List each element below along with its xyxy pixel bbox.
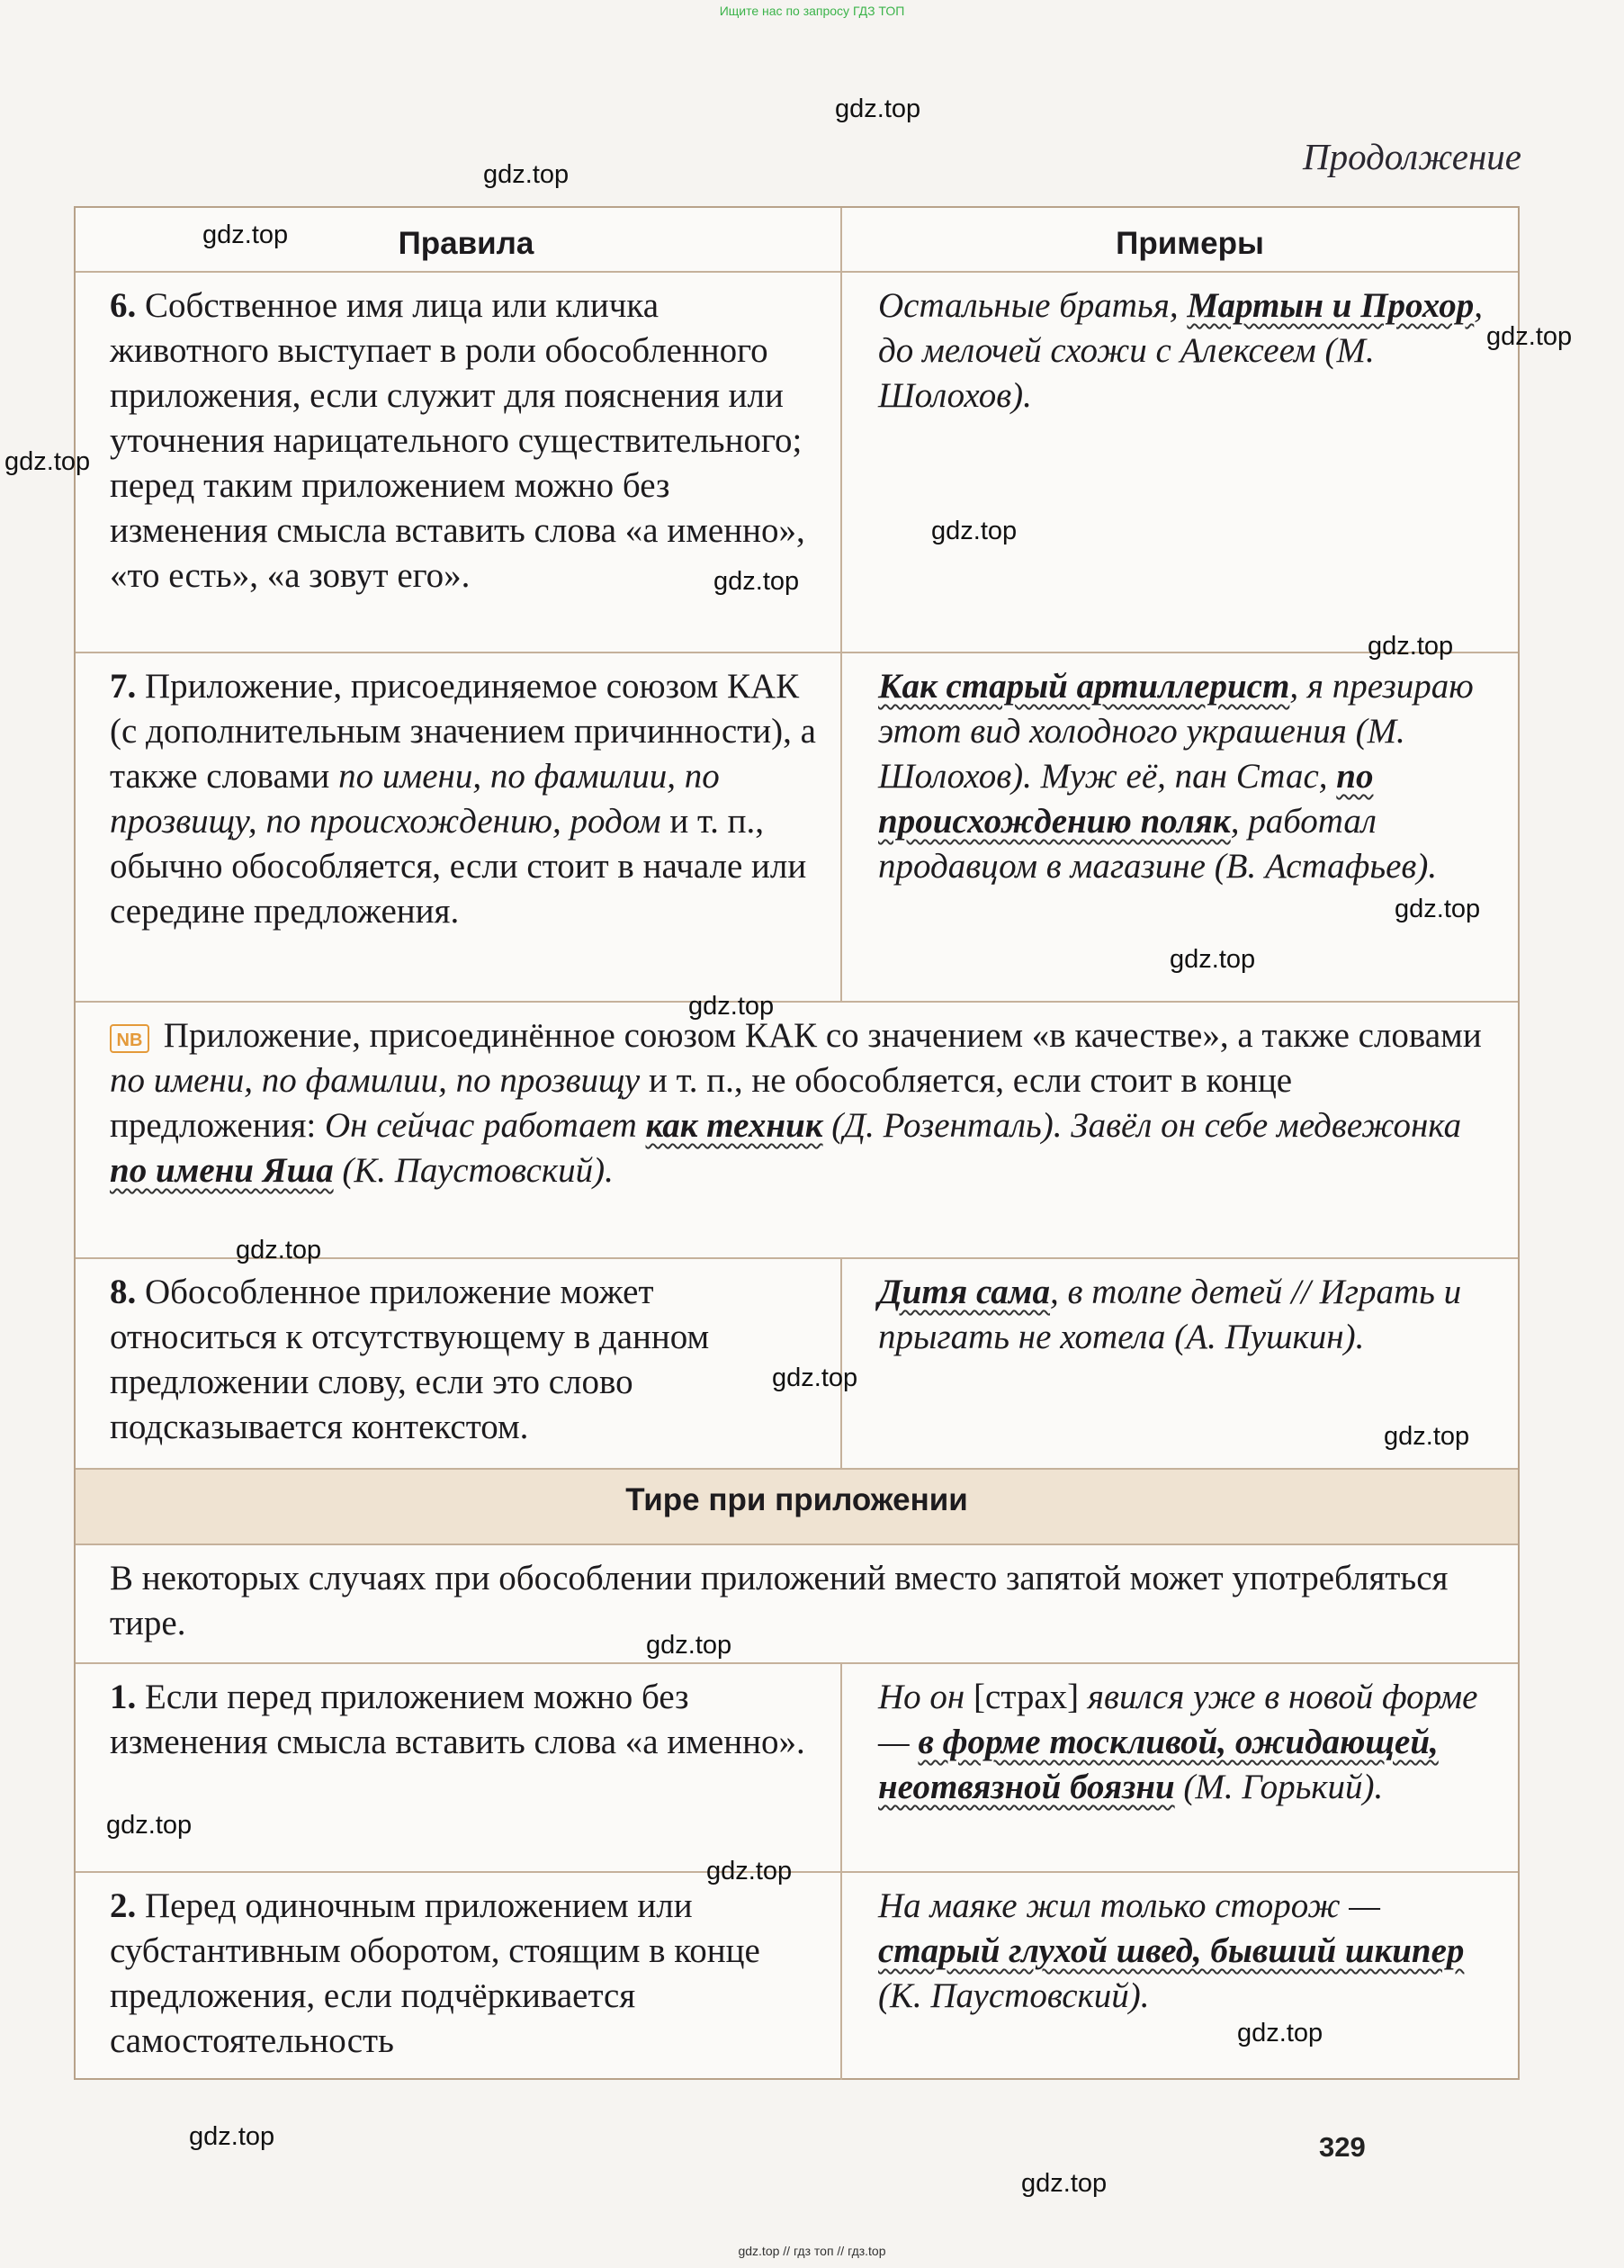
watermark: gdz.top xyxy=(1170,945,1256,974)
header-rules: Правила xyxy=(76,208,842,271)
watermark: gdz.top xyxy=(713,567,800,596)
watermark: gdz.top xyxy=(106,1811,193,1840)
watermark: gdz.top xyxy=(1368,632,1454,661)
nb-icon: NB xyxy=(110,1024,149,1053)
highlighted-appositive: Как старый артиллерист xyxy=(878,667,1290,706)
rule-number: 2. xyxy=(110,1886,137,1925)
watermark: gdz.top xyxy=(1021,2169,1108,2198)
highlighted-appositive: по происхождению поляк xyxy=(878,757,1374,841)
watermark: gdz.top xyxy=(706,1857,793,1886)
rule-text: Обособленное приложение может относиться к отсутствующему в данном предложении слову, если это слово подсказывается контекстом. xyxy=(110,1273,710,1446)
example-source: (Д. Розенталь). xyxy=(822,1106,1063,1145)
watermark: gdz.top xyxy=(4,447,91,476)
section-title: Тире при приложении xyxy=(625,1482,968,1517)
dash-example-1 xyxy=(842,1664,1518,1871)
example-source: (В. Астафьев). xyxy=(1214,847,1438,886)
example-text: Но он xyxy=(878,1678,974,1716)
rule-7 xyxy=(76,653,842,1001)
watermark: gdz.top xyxy=(1395,895,1481,923)
rule-text: Если перед приложением можно без изменения смысла вставить слова «а именно». xyxy=(110,1678,805,1761)
watermark: gdz.top xyxy=(931,517,1018,545)
rule-italic: по имени, по фамилии, по прозвищу, по происхождению, родом xyxy=(110,757,720,841)
note-text: Приложение, присоединённое союзом КАК со значением «в качестве», а также словами xyxy=(155,1016,1482,1055)
example-text: явился уже в новой форме — xyxy=(878,1678,1478,1761)
highlighted-appositive: Мартын и Прохор xyxy=(1187,286,1475,325)
example-text: , я презираю этот вид холодного украшения xyxy=(878,667,1474,751)
section-intro: В некоторых случаях при обособлении приложений вместо запятой может употребляться тире. xyxy=(110,1559,1449,1642)
example-source: (К. Паустовский). xyxy=(878,1976,1150,2015)
example-source: (К. Паустовский). xyxy=(333,1151,614,1190)
section-header-row xyxy=(76,1468,1518,1544)
continuation-label: Продолжение xyxy=(1303,136,1521,177)
watermark: gdz.top xyxy=(189,2122,275,2151)
highlighted-appositive: как техник xyxy=(645,1106,823,1145)
example-text: Остальные братья, xyxy=(878,286,1188,325)
rule-text: Собственное имя лица или кличка животного выступает в роли обособленного приложения, если служит для пояснения или уточнения нарицательного существительного; перед таким приложением можно без изменения смысла вставить слова «а именно», «то есть», «а зовут его». xyxy=(110,286,805,595)
header-examples: Примеры xyxy=(1116,226,1264,261)
rule-number: 8. xyxy=(110,1273,137,1311)
watermark: gdz.top xyxy=(1384,1422,1470,1451)
example-bracket: [страх] xyxy=(974,1678,1080,1716)
watermark: gdz.top xyxy=(483,160,570,189)
watermark: gdz.top xyxy=(1486,322,1573,351)
watermark: gdz.top xyxy=(835,94,921,123)
highlighted-appositive: старый глухой швед, бывший шкипер xyxy=(878,1931,1465,1970)
watermark: gdz.top xyxy=(236,1236,322,1264)
highlighted-appositive: в форме тоскливой, ожидающей, неотвязной боязни xyxy=(878,1723,1439,1806)
rule-text: Перед одиночным приложением или субстантивным оборотом, стоящим в конце предложения, если подчёркивается самостоятельность xyxy=(110,1886,760,2060)
example-source: (М. Шолохов). xyxy=(878,331,1375,415)
note-italic: по имени, по фамилии, по прозвищу xyxy=(110,1061,641,1100)
page-number: 329 xyxy=(1319,2131,1366,2163)
highlighted-appositive: Дитя сама xyxy=(878,1273,1051,1311)
watermark: gdz.top xyxy=(1237,2019,1323,2048)
table-row-8 xyxy=(76,1257,1518,1468)
example-6 xyxy=(842,273,1518,652)
table-row-dash-2 xyxy=(76,1871,1518,2080)
table-row-dash-1 xyxy=(76,1662,1518,1871)
table-row-7 xyxy=(76,652,1518,1001)
rules-table xyxy=(74,206,1520,2080)
table-header-row xyxy=(76,208,1518,271)
example-text: , в толпе детей // Играть и прыгать не хотела xyxy=(878,1273,1462,1356)
watermark: gdz.top xyxy=(688,992,775,1021)
rule-text: и т. п., обычно обособляется, если стоит в начале или середине предложения. xyxy=(110,802,807,931)
watermark: gdz.top xyxy=(646,1631,732,1660)
rule-number: 1. xyxy=(110,1678,137,1716)
note-text: и т. п., не обособляется, если стоит в конце предложения: xyxy=(110,1061,1293,1145)
example-text: , до мелочей схожи с Алексеем xyxy=(878,286,1484,370)
nb-note xyxy=(76,1003,1518,1257)
example-source: (М. Шолохов). xyxy=(878,712,1405,796)
rule-8 xyxy=(76,1259,842,1468)
dash-example-2 xyxy=(842,1873,1518,2080)
rule-number: 7. xyxy=(110,667,137,706)
note-example: Завёл он себе медвежонка xyxy=(1062,1106,1462,1145)
example-text: На маяке жил только сторож — xyxy=(878,1886,1380,1925)
bottom-banner: gdz.top // гдз топ // гдз.top xyxy=(738,2244,886,2258)
highlighted-appositive: по имени Яша xyxy=(110,1151,334,1190)
watermark: gdz.top xyxy=(202,220,289,249)
dash-rule-2 xyxy=(76,1873,842,2080)
nb-row xyxy=(76,1001,1518,1257)
example-source: (А. Пушкин). xyxy=(1174,1318,1365,1356)
top-banner: Ищите нас по запросу ГДЗ ТОП xyxy=(719,4,905,18)
example-text: , работал продавцом в магазине xyxy=(878,802,1377,886)
note-example: Он сейчас работает xyxy=(325,1106,646,1145)
watermark: gdz.top xyxy=(772,1364,858,1392)
rule-text: Приложение, присоединяемое союзом КАК (с дополнительным значением причинности), а также словами xyxy=(110,667,816,796)
rule-number: 6. xyxy=(110,286,137,325)
section-intro-row xyxy=(76,1544,1518,1662)
example-source: (М. Горький). xyxy=(1174,1768,1384,1806)
example-text: Муж её, пан Стас, xyxy=(1031,757,1337,796)
